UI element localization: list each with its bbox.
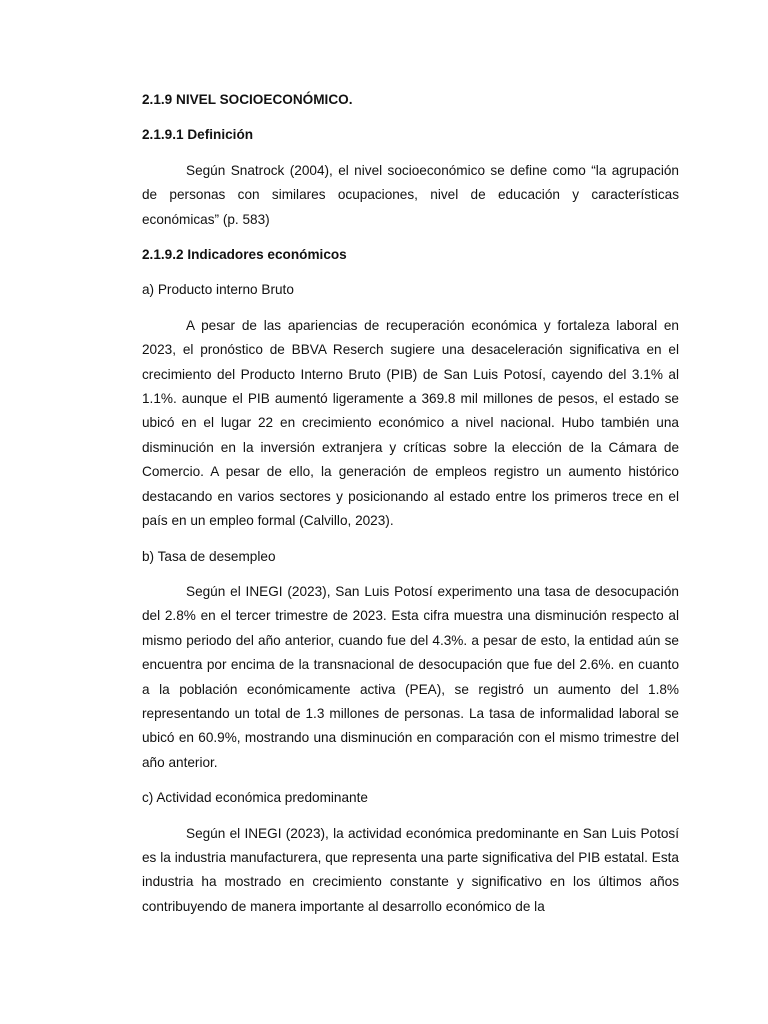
item-label-desempleo: b) Tasa de desempleo <box>142 548 276 564</box>
document-page <box>142 88 679 930</box>
item-label-actividad: c) Actividad económica predominante <box>142 790 368 806</box>
subsection-heading-indicadores: 2.1.9.2 Indicadores económicos <box>142 247 347 263</box>
paragraph-pib: A pesar de las apariencias de recuperación económica y fortaleza laboral en 2023, el pronóstico de BBVA Reserch sugiere una desaceleración significativa en el crecimiento del Producto Interno Bruto (PIB) de San Luis Potosí, cayendo del 3.1% al 1.1%. aunque el PIB aumentó ligeramente a 369.8 mil millones de pesos, el estado se ubicó en el lugar 22 en crecimiento económico a nivel nacional. Hubo también una disminución en la inversión extranjera y críticas sobre la elección de la Cámara de Comercio. A pesar de ello, la generación de empleos registro un aumento histórico destacando en varios sectores y posicionando al estado entre los primeros trece en el país en un empleo formal (Calvillo, 2023). <box>142 317 679 529</box>
paragraph-actividad: Según el INEGI (2023), la actividad económica predominante en San Luis Potosí es la industria manufacturera, que representa una parte significativa del PIB estatal. Esta industria ha mostrado en crecimiento constante y significativo en los últimos años contribuyendo de manera importante al desarrollo económico de la <box>142 825 679 914</box>
paragraph-desempleo: Según el INEGI (2023), San Luis Potosí experimento una tasa de desocupación del 2.8% en el tercer trimestre de 2023. Esta cifra muestra una disminución respecto al mismo periodo del año anterior, cuando fue del 4.3%. a pesar de esto, la entidad aún se encuentra por encima de la transnacional de desocupación que fue del 2.6%. en cuanto a la población económicamente activa (PEA), se registró un aumento del 1.8% representando un total de 1.3 millones de personas. La tasa de informalidad laboral se ubicó en 60.9%, mostrando una disminución en comparación con el mismo trimestre del año anterior. <box>142 583 679 770</box>
paragraph-definicion: Según Snatrock (2004), el nivel socioeconómico se define como “la agrupación de personas con similares ocupaciones, nivel de educación y características económicas” (p. 583) <box>142 162 679 227</box>
subsection-heading-definicion: 2.1.9.1 Definición <box>142 127 254 143</box>
section-heading: 2.1.9 NIVEL SOCIOECONÓMICO. <box>142 92 353 107</box>
item-label-pib: a) Producto interno Bruto <box>142 282 294 298</box>
